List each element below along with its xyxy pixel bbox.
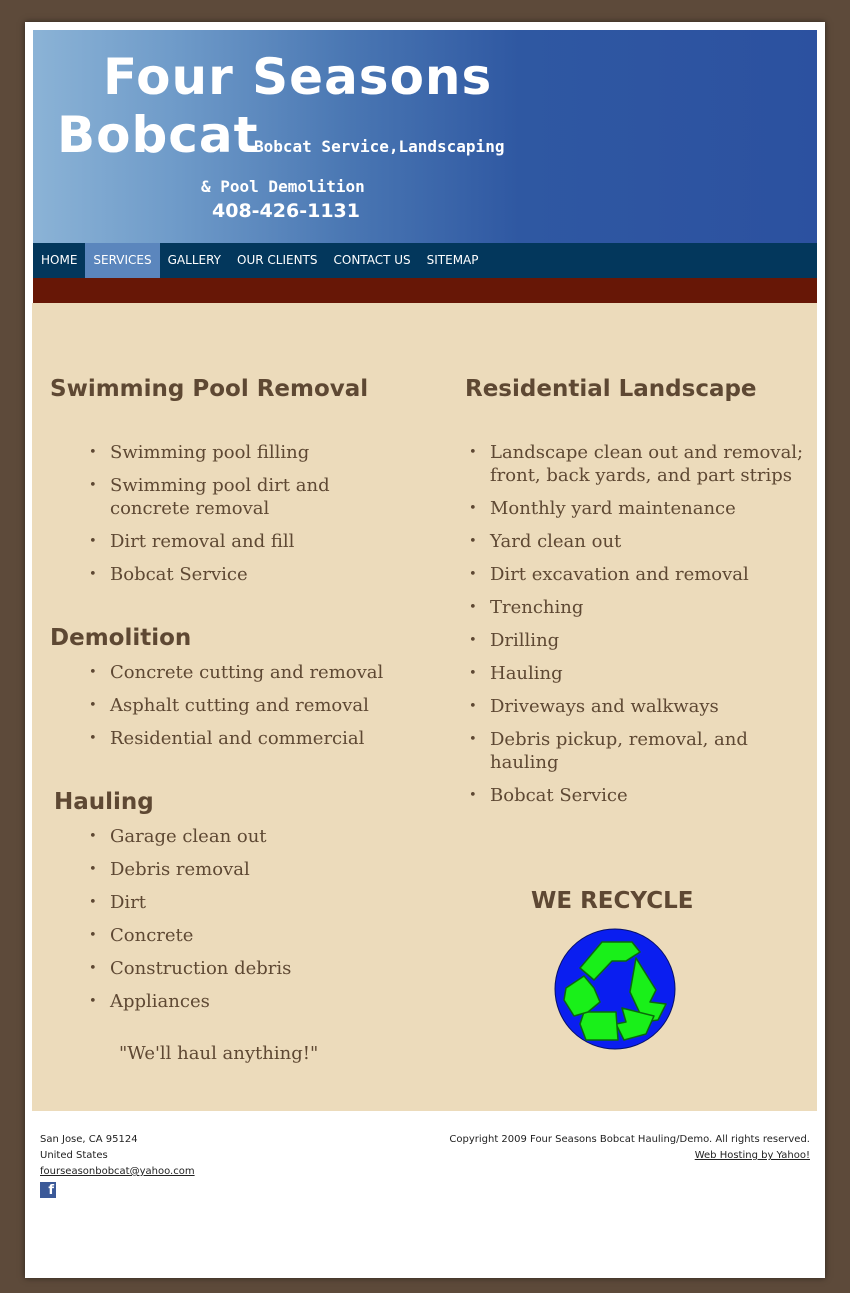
- nav-services[interactable]: SERVICES: [85, 243, 159, 278]
- brand-name-line2: Bobcat: [57, 106, 259, 164]
- list-item: • Hauling: [452, 662, 812, 685]
- list-item: • Debris pickup, removal, and hauling: [452, 728, 780, 774]
- list-item: • Driveways and walkways: [452, 695, 812, 718]
- nav-our-clients[interactable]: OUR CLIENTS: [237, 253, 318, 267]
- recycle-icon: [554, 928, 676, 1050]
- list-item: • Dirt: [72, 891, 412, 914]
- list-item: • Swimming pool dirt and concrete removal: [72, 474, 380, 520]
- list-item: • Yard clean out: [452, 530, 812, 553]
- site-header: [33, 30, 817, 243]
- pool-heading: Swimming Pool Removal: [50, 376, 369, 402]
- demolition-list: [72, 661, 412, 760]
- list-item: • Concrete: [72, 924, 412, 947]
- hauling-list: [72, 825, 412, 1023]
- nav-gallery[interactable]: GALLERY: [167, 253, 221, 267]
- list-item: • Debris removal: [72, 858, 412, 881]
- demolition-heading: Demolition: [50, 625, 192, 651]
- list-item: • Dirt removal and fill: [72, 530, 402, 553]
- main-nav: [33, 243, 817, 278]
- list-item: • Asphalt cutting and removal: [72, 694, 412, 717]
- footer-email-link[interactable]: fourseasonbobcat@yahoo.com: [40, 1166, 195, 1177]
- list-item: • Drilling: [452, 629, 812, 652]
- accent-bar: [33, 278, 817, 303]
- we-recycle-heading: WE RECYCLE: [531, 888, 694, 914]
- list-item: • Swimming pool filling: [72, 441, 402, 464]
- list-item: • Bobcat Service: [452, 784, 812, 807]
- list-item: • Construction debris: [72, 957, 412, 980]
- list-item: • Bobcat Service: [72, 563, 402, 586]
- landscape-heading: Residential Landscape: [465, 376, 757, 402]
- landscape-list: [452, 441, 812, 817]
- footer-contact: [40, 1132, 195, 1198]
- nav-home[interactable]: HOME: [41, 253, 78, 267]
- list-item: • Garage clean out: [72, 825, 412, 848]
- nav-sitemap[interactable]: SITEMAP: [426, 253, 479, 267]
- hauling-heading: Hauling: [54, 789, 154, 815]
- list-item: • Concrete cutting and removal: [72, 661, 412, 684]
- footer-copyright: Copyright 2009 Four Seasons Bobcat Hauling/Demo. All rights reserved.: [449, 1134, 810, 1145]
- list-item: • Dirt excavation and removal: [452, 563, 812, 586]
- page: [25, 22, 825, 1278]
- facebook-icon[interactable]: f: [40, 1182, 56, 1198]
- hauling-quote: "We'll haul anything!": [119, 1043, 319, 1064]
- brand-name-line1: Four Seasons: [103, 48, 493, 106]
- footer-legal: [449, 1132, 810, 1164]
- list-item: • Residential and commercial: [72, 727, 412, 750]
- web-hosting-link[interactable]: Web Hosting by Yahoo!: [694, 1150, 810, 1161]
- nav-contact-us[interactable]: CONTACT US: [333, 253, 411, 267]
- main-content: [32, 303, 817, 1111]
- phone-number: 408-426-1131: [212, 200, 360, 222]
- list-item: • Landscape clean out and removal; front, back yards, and part strips: [452, 441, 812, 487]
- list-item: • Trenching: [452, 596, 812, 619]
- list-item: • Appliances: [72, 990, 412, 1013]
- tagline-line2: & Pool Demolition: [201, 177, 365, 196]
- footer-city: San Jose, CA 95124: [40, 1134, 138, 1145]
- tagline-line1: Bobcat Service,Landscaping: [254, 137, 505, 156]
- list-item: • Monthly yard maintenance: [452, 497, 812, 520]
- pool-list: [72, 441, 402, 596]
- footer-country: United States: [40, 1150, 108, 1161]
